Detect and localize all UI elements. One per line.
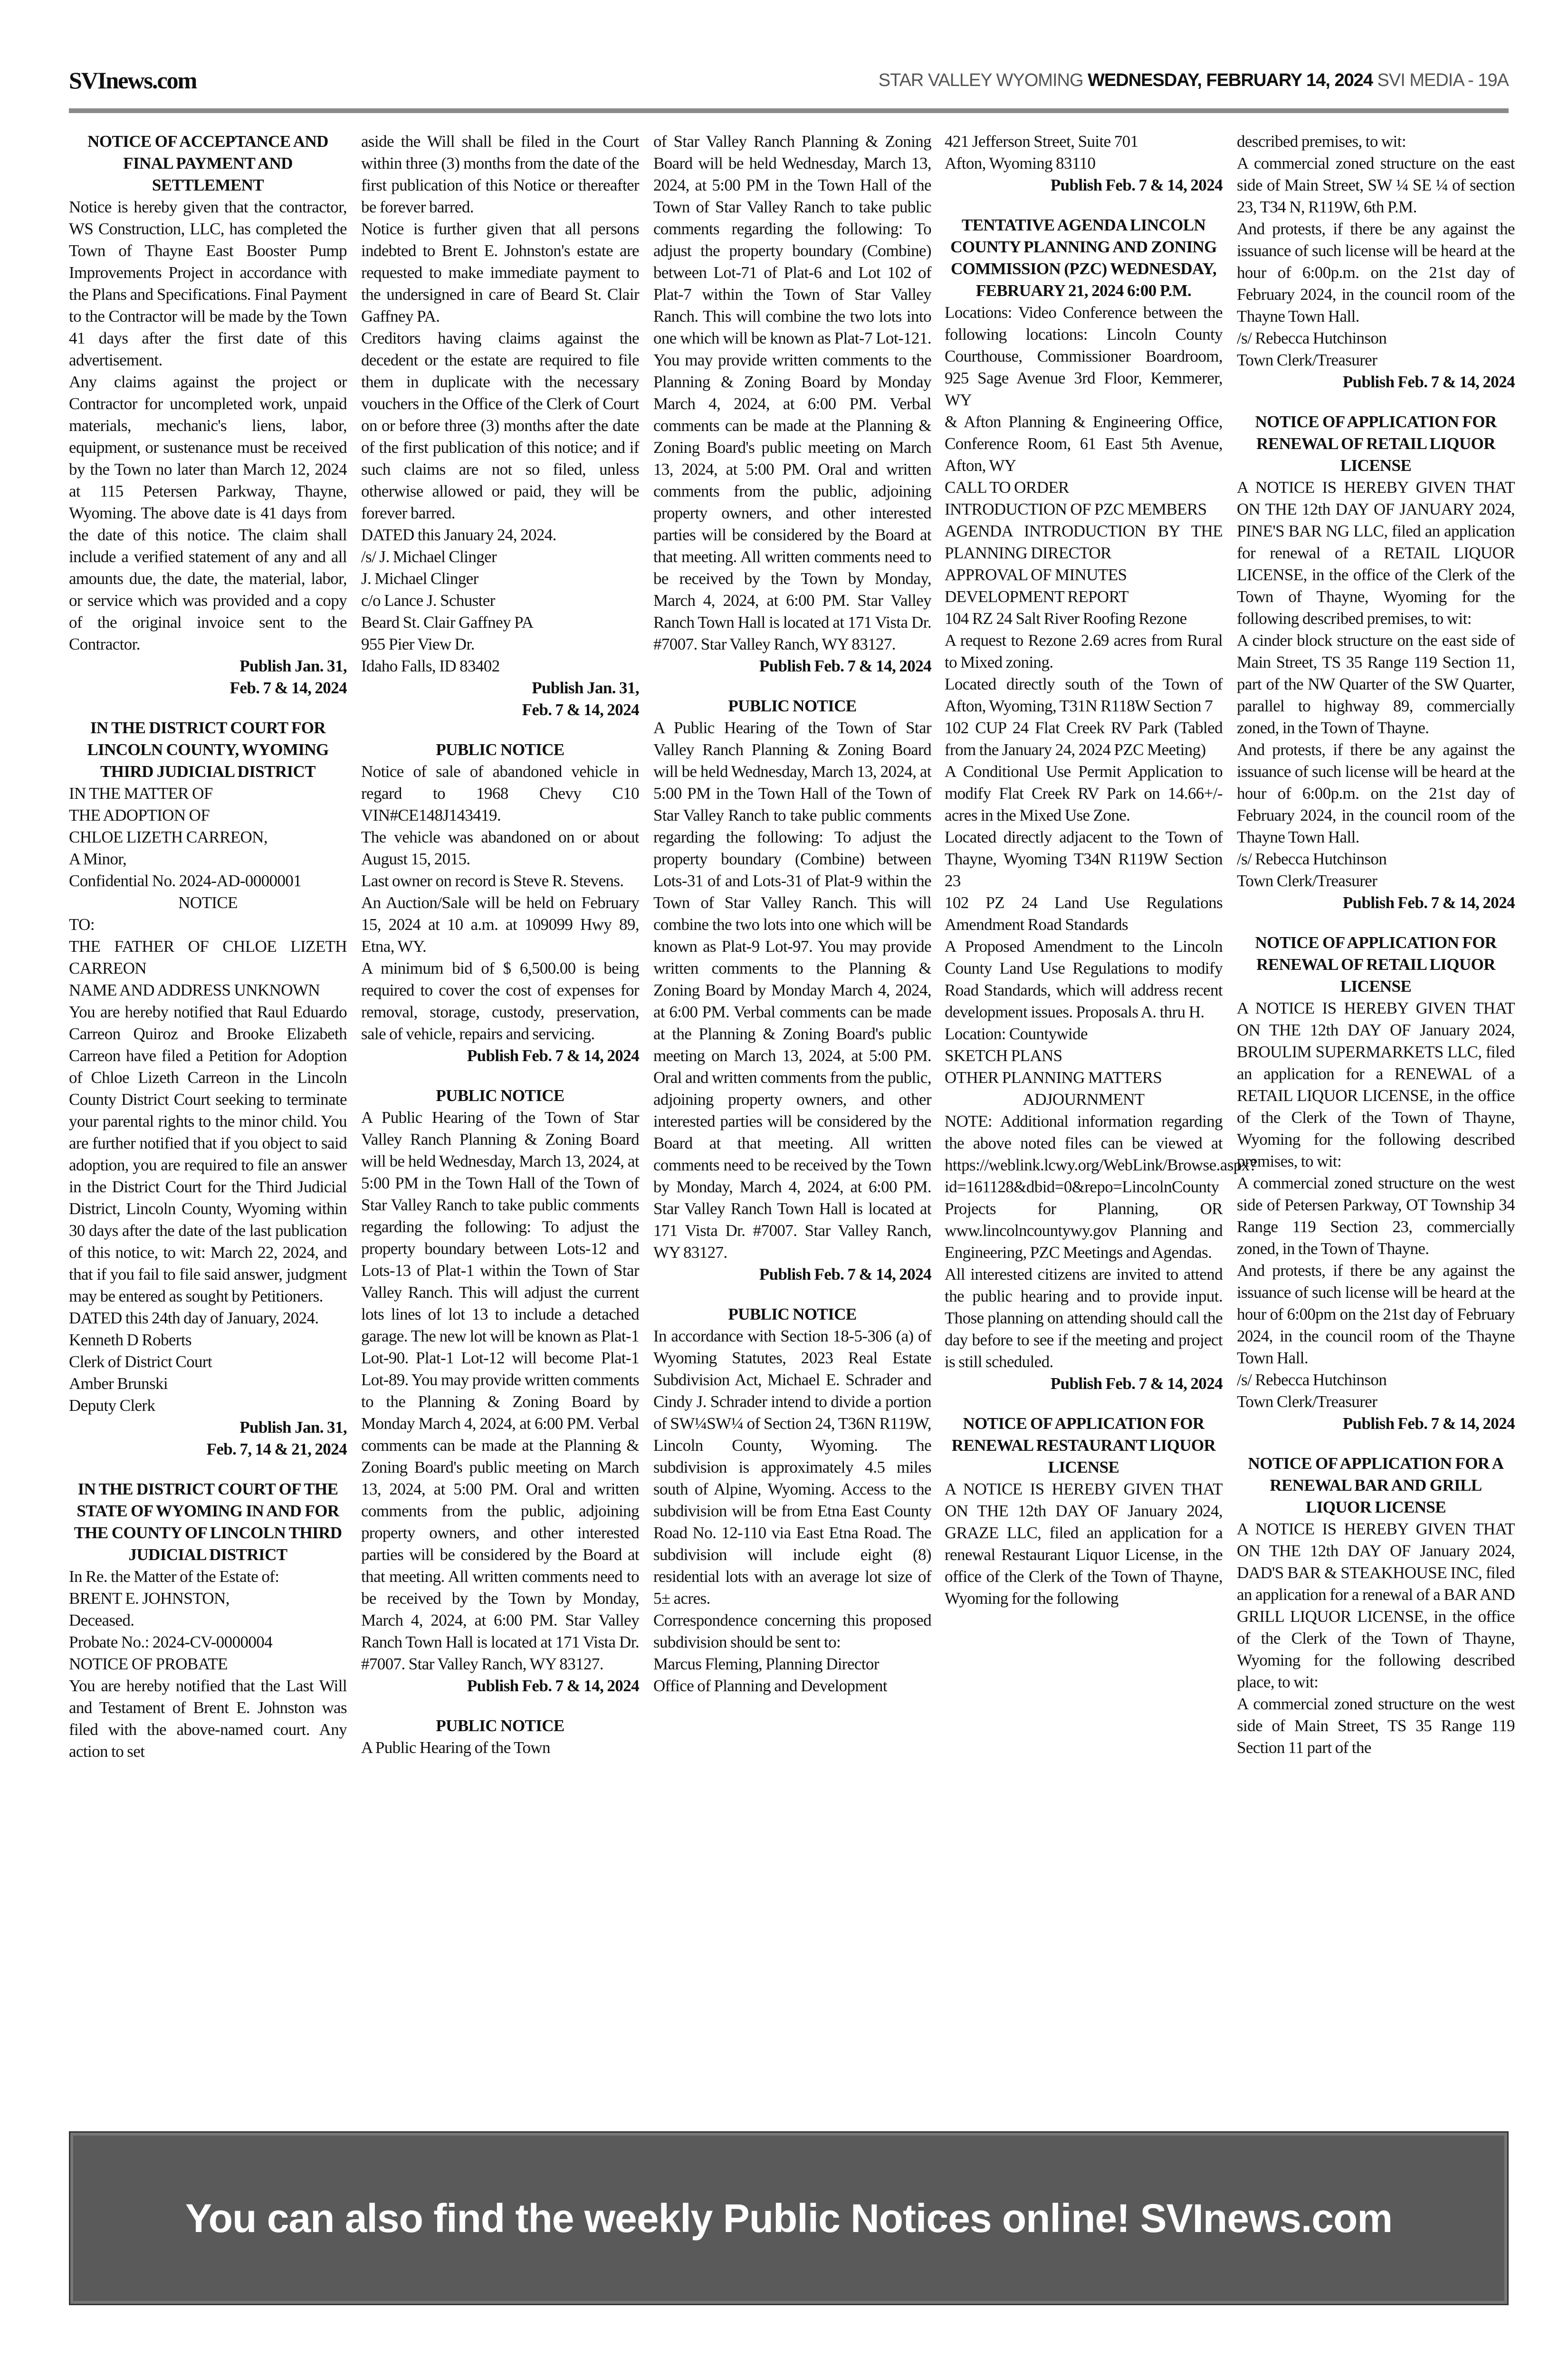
- notice-paragraph: In accordance with Section 18-5-306 (a) of Wyoming Statutes, 2023 Real Estate Subdivision Act, Michael E. Schrader and Cindy J. Schrader intend to divide a portion of SW¼SW¼ of Section 24, T36N R119W, Lincoln County, Wyoming. The subdivision is approximately 4.5 miles south of Alpine, Wyoming. Access to the subdivision will be from Etna East County Road No. 12-110 via East Etna Road. The subdivision will include eight (8) residential lots with an average lot size of 5± acres.: [653, 1327, 931, 1608]
- notice-paragraph: & Afton Planning & Engineering Office, Conference Room, 61 East 5th Avenue, Afton, WY: [945, 412, 1223, 475]
- publish-dates: Publish Feb. 7 & 14, 2024: [467, 1677, 639, 1695]
- notice-line: /s/ Rebecca Hutchinson: [1237, 1370, 1387, 1389]
- notice-paragraph: Located directly south of the Town of Afton, Wyoming, T31N R118W Section 7: [945, 675, 1223, 715]
- publish-dates: Publish Feb. 7 & 14, 2024: [759, 1265, 931, 1284]
- online-notices-banner: [69, 2131, 1509, 2305]
- publish-dates: Publish Jan. 31,: [532, 679, 639, 697]
- notice-paragraph: Locations: Video Conference between the following locations: Lincoln County Courthouse, Commissioner Boardroom, 925 Sage Avenue 3rd Floor, Kemmerer, WY: [945, 303, 1223, 409]
- publish-dates: Publish Feb. 7 & 14, 2024: [467, 1046, 639, 1065]
- notice-heading: NOTICE OF APPLICATION FOR RENEWAL OF RETAIL LIQUOR LICENSE: [1255, 933, 1497, 996]
- notice-line: OTHER PLANNING MATTERS: [945, 1068, 1162, 1087]
- notice-line: Deceased.: [69, 1611, 134, 1629]
- notice-paragraph: You are hereby notified that Raul Eduardo Carreon Quiroz and Brooke Elizabeth Carreon have filed a Petition for Adoption of Chloe Lizeth Carreon in the Lincoln County District Court seeking to terminate your parental rights to the minor child. You are further notified that if you object to said adoption, you are required to file an answer in the District Court for the Third Judicial District, Lincoln County, Wyoming within 30 days after the date of the last publication of this notice, to wit: March 22, 2024, and that if you fail to file said answer, judgment may be entered as sought by Petitioners.: [69, 1003, 347, 1305]
- notice-line: CALL TO ORDER: [945, 478, 1069, 497]
- dateline-paper: STAR VALLEY WYOMING: [878, 70, 1088, 90]
- notice-paragraph: Notice of sale of abandoned vehicle in regard to 1968 Chevy C10 VIN#CE148J143419.: [361, 762, 639, 824]
- notice-line: DEVELOPMENT REPORT: [945, 587, 1128, 606]
- notice-line: BRENT E. JOHNSTON,: [69, 1589, 229, 1608]
- notice-line: Deputy Clerk: [69, 1396, 155, 1415]
- notice-paragraph: A minimum bid of $ 6,500.00 is being required to cover the cost of expenses for removal, storage, custody, preservation, sale of vehicle, repairs and servicing.: [361, 959, 639, 1043]
- dateline-page: SVI MEDIA - 19A: [1373, 70, 1509, 90]
- notice-heading: NOTICE OF APPLICATION FOR RENEWAL OF RETAIL LIQUOR LICENSE: [1255, 412, 1497, 475]
- publish-dates: Publish Jan. 31,: [239, 657, 347, 675]
- notice-paragraph: A request to Rezone 2.69 acres from Rural to Mixed zoning.: [945, 631, 1223, 671]
- notice-heading: PUBLIC NOTICE: [436, 740, 564, 759]
- notice-paragraph: NAME AND ADDRESS UNKNOWN: [69, 981, 320, 999]
- notice-line: Beard St. Clair Gaffney PA: [361, 613, 534, 632]
- notice-paragraph: And protests, if there be any against the issuance of such license will be heard at the hour of 6:00p.m. on the 21st day of February 2024, in the council room of the Thayne Town Hall.: [1237, 740, 1515, 846]
- notice-line: /s/ Rebecca Hutchinson: [1237, 850, 1387, 868]
- notice-line: 955 Pier View Dr.: [361, 635, 475, 653]
- notice-paragraph: You are hereby notified that the Last Will and Testament of Brent E. Johnston was filed with the above-named court. Any action to set: [69, 1677, 347, 1761]
- publish-dates: Feb. 7 & 14, 2024: [522, 700, 639, 719]
- notice-heading: TENTATIVE AGENDA LINCOLN COUNTY PLANNING AND ZONING COMMISSION (PZC) WEDNESDAY, FEBRUARY 21, 2024 6:00 P.M.: [950, 216, 1217, 300]
- notice-line: TO:: [69, 915, 95, 934]
- notice-line: J. Michael Clinger: [361, 569, 478, 588]
- notice-line: Probate No.: 2024-CV-0000004: [69, 1633, 273, 1651]
- column-4: [945, 131, 1257, 1610]
- column-3: [653, 131, 931, 1697]
- publish-dates: Publish Feb. 7 & 14, 2024: [1342, 1414, 1515, 1433]
- notice-heading: NOTICE OF APPLICATION FOR A RENEWAL BAR AND GRILL LIQUOR LICENSE: [1248, 1454, 1504, 1516]
- notice-line: Town Clerk/Treasurer: [1237, 1392, 1377, 1411]
- header-rule: [69, 108, 1509, 113]
- notice-paragraph: DATED this 24th day of January, 2024.: [69, 1309, 319, 1327]
- notice-paragraph: A NOTICE IS HEREBY GIVEN THAT ON THE 12th DAY OF JANUARY 2024, PINE'S BAR NG LLC, filed an application for renewal of a RETAIL LIQUOR LICENSE, in the office of the Clerk of the Town of Thayne, Wyoming for the following described premises, to wit:: [1237, 478, 1515, 628]
- notice-line: APPROVAL OF MINUTES: [945, 565, 1127, 584]
- notice-paragraph: A cinder block structure on the east side of Main Street, TS 35 Range 119 Section 11, part of the NW Quarter of the SW Quarter, parallel to highway 89, commercially zoned, in the Town of Thayne.: [1237, 631, 1515, 737]
- page-header: [69, 67, 1509, 95]
- notice-paragraph: A commercial zoned structure on the west side of Main Street, TS 35 Range 119 Section 11 part of the: [1237, 1695, 1515, 1757]
- notice-heading: NOTICE OF ACCEPTANCE AND FINAL PAYMENT AND SETTLEMENT: [87, 132, 328, 194]
- notice-paragraph: A Proposed Amendment to the Lincoln County Land Use Regulations to modify Road Standards, which will address recent development issues. Proposals A. thru H.: [945, 937, 1223, 1021]
- notice-paragraph: Office of Planning and Development: [653, 1677, 888, 1695]
- notice-paragraph: A commercial zoned structure on the east side of Main Street, SW ¼ SE ¼ of section 23, T34 N, R119W, 6th P.M.: [1237, 154, 1515, 216]
- notice-paragraph: Located directly adjacent to the Town of Thayne, Wyoming T34N R119W Section 23: [945, 828, 1223, 890]
- publish-dates: Publish Jan. 31,: [239, 1418, 347, 1437]
- dateline-date: WEDNESDAY, FEBRUARY 14, 2024: [1088, 70, 1373, 90]
- notice-line: Town Clerk/Treasurer: [1237, 351, 1377, 369]
- banner-text: You can also find the weekly Public Notices online! SVInews.com: [185, 2195, 1393, 2241]
- notice-line: A Minor,: [69, 850, 127, 868]
- notice-paragraph: Notice is further given that all persons indebted to Brent E. Johnston's estate are requested to make immediate payment to the undersigned in care of Beard St. Clair Gaffney PA.: [361, 220, 639, 326]
- column-1: [69, 131, 347, 1763]
- notice-paragraph: described premises, to wit:: [1237, 132, 1406, 151]
- site-name: SVInews.com: [69, 67, 197, 94]
- notice-heading: PUBLIC NOTICE: [728, 697, 857, 715]
- notice-paragraph: aside the Will shall be filed in the Court within three (3) months from the date of the first publication of this Notice or thereafter be forever barred.: [361, 132, 639, 216]
- notice-line: Town Clerk/Treasurer: [1237, 872, 1377, 890]
- notice-paragraph: A Public Hearing of the Town: [361, 1738, 550, 1757]
- notice-paragraph: NOTE: Additional information regarding the above noted files can be viewed at https://weblink.lcwy.org/WebLink/Browse.aspx?id=161128&dbid=0&repo=LincolnCounty: [945, 1112, 1257, 1196]
- notice-line: Idaho Falls, ID 83402: [361, 657, 500, 675]
- notice-paragraph: THE FATHER OF CHLOE LIZETH CARREON: [69, 937, 347, 977]
- notice-heading: IN THE DISTRICT COURT OF THE STATE OF WYOMING IN AND FOR THE COUNTY OF LINCOLN THIRD JUDICIAL DISTRICT: [74, 1480, 342, 1564]
- notice-line: 421 Jefferson Street, Suite 701: [945, 132, 1138, 151]
- dateline: [879, 70, 1509, 91]
- notice-paragraph: And protests, if there be any against the issuance of such license will be heard at the hour of 6:00pm on the 21st day of February 2024, in the council room of the Thayne Town Hall.: [1237, 1261, 1515, 1367]
- notice-paragraph: Last owner on record is Steve R. Stevens.: [361, 872, 624, 890]
- publish-dates: Publish Feb. 7 & 14, 2024: [1342, 893, 1515, 912]
- notice-heading: PUBLIC NOTICE: [436, 1086, 564, 1105]
- publish-dates: Publish Feb. 7 & 14, 2024: [1342, 373, 1515, 391]
- notice-paragraph: 104 RZ 24 Salt River Roofing Rezone: [945, 609, 1187, 628]
- notice-paragraph: A Public Hearing of the Town of Star Valley Ranch Planning & Zoning Board will be held Wednesday, March 13, 2024, at 5:00 PM in the Town Hall of the Town of Star Valley Ranch to take public comments regarding the following: To adjust the property boundary (Combine) between Lots-31 of and Lots-31 of Plat-9 within the Town of Star Valley Ranch. This will combine the two lots into one which will be known as Plat-9 Lot-97. You may provide written comments to the Planning & Zoning Board by Monday March 4, 2024, at 6:00 PM. Verbal comments can be made at the Planning & Zoning Board's public meeting on March 13, 2024, at 5:00 PM. Oral and written comments from the public, adjoining property owners, and other interested parties will be considered by the Board at that meeting. All written comments need to be received by the Town by Monday, March 4, 2024, at 6:00 PM. Star Valley Ranch Town Hall is located at 171 Vista Dr. #7007. Star Valley Ranch, WY 83127.: [653, 719, 931, 1262]
- notice-paragraph: Any claims against the project or Contractor for uncompleted work, unpaid materials, mechanic's liens, labor, equipment, or sustenance must be received by the Town no later than March 12, 2024 at 115 Petersen Parkway, Thayne, Wyoming. The above date is 41 days from the date of this notice. The claim shall include a verified statement of any and all amounts due, the date, the material, labor, or service which was provided and a copy of the original invoice sent to the Contractor.: [69, 373, 347, 653]
- notice-line: Kenneth D Roberts: [69, 1331, 192, 1349]
- publish-dates: Publish Feb. 7 & 14, 2024: [1050, 1374, 1223, 1393]
- notice-line: /s/ J. Michael Clinger: [361, 547, 497, 566]
- notice-paragraph: A Conditional Use Permit Application to modify Flat Creek RV Park on 14.66+/-acres in the Mixed Use Zone.: [945, 762, 1223, 824]
- publish-dates: Feb. 7 & 14, 2024: [229, 679, 347, 697]
- notice-line: NOTICE OF PROBATE: [69, 1655, 228, 1673]
- notice-line-centered: ADJOURNMENT: [1023, 1090, 1145, 1109]
- notice-line: CHLOE LIZETH CARREON,: [69, 828, 268, 846]
- notice-paragraph: A commercial zoned structure on the west side of Petersen Parkway, OT Township 34 Range 119 Section 23, commercially zoned, in the Town of Thayne.: [1237, 1174, 1515, 1258]
- notice-paragraph: A NOTICE IS HEREBY GIVEN THAT ON THE 12th DAY OF January 2024, DAD'S BAR & STEAKHOUSE INC, filed an application for a renewal of a BAR AND GRILL LIQUOR LICENSE, in the office of the Clerk of the Town of Thayne, Wyoming for the following described place, to wit:: [1237, 1520, 1515, 1691]
- notice-paragraph: A NOTICE IS HEREBY GIVEN THAT ON THE 12th DAY OF January 2024, BROULIM SUPERMARKETS LLC, filed an application for a RENEWAL of a RETAIL LIQUOR LICENSE, in the office of the Clerk of the Town of Thayne, Wyoming for the following described premises, to wit:: [1237, 999, 1515, 1170]
- notice-line: SKETCH PLANS: [945, 1046, 1062, 1065]
- notice-line: Afton, Wyoming 83110: [945, 154, 1096, 172]
- column-5: [1237, 131, 1515, 1759]
- notice-paragraph: DATED this January 24, 2024.: [361, 526, 556, 544]
- notice-paragraph: An Auction/Sale will be held on February 15, 2024 at 10 a.m. at 109099 Hwy 89, Etna, WY.: [361, 893, 639, 956]
- notice-heading: PUBLIC NOTICE: [436, 1716, 564, 1735]
- notice-line: Clerk of District Court: [69, 1352, 212, 1371]
- notice-paragraph: 102 PZ 24 Land Use Regulations Amendment Road Standards: [945, 893, 1223, 934]
- notice-paragraph: 102 CUP 24 Flat Creek RV Park (Tabled from the January 24, 2024 PZC Meeting): [945, 719, 1223, 759]
- notice-paragraph: of Star Valley Ranch Planning & Zoning Board will be held Wednesday, March 13, 2024, at 5:00 PM in the Town Hall of the Town of Star Valley Ranch to take public comments regarding the following: To adjust the property boundary (Combine) between Lot-71 of Plat-6 and Lot 102 of Plat-7 within the Town of Star Valley Ranch. This will combine the two lots into one which will be known as Plat-7 Lot-121. You may provide written comments to the Planning & Zoning Board by Monday March 4, 2024, at 6:00 PM. Verbal comments can be made at the Planning & Zoning Board's public meeting on March 13, 2024, at 5:00 PM. Oral and written comments from the public, adjoining property owners, and other interested parties will be considered by the Board at that meeting. All written comments need to be received by the Town by Monday, March 4, 2024, at 6:00 PM. Star Valley Ranch Town Hall is located at 171 Vista Dr. #7007. Star Valley Ranch, WY 83127.: [653, 132, 931, 653]
- publish-dates: Publish Feb. 7 & 14, 2024: [1050, 176, 1223, 194]
- notice-line: /s/ Rebecca Hutchinson: [1237, 329, 1387, 347]
- notice-paragraph: INTRODUCTION OF PZC MEMBERS: [945, 500, 1207, 518]
- notice-line: IN THE MATTER OF: [69, 784, 213, 803]
- notice-paragraph: And protests, if there be any against the issuance of such license will be heard at the hour of 6:00p.m. on the 21st day of February 2024, in the council room of the Thayne Town Hall.: [1237, 220, 1515, 326]
- publish-dates: Feb. 7, 14 & 21, 2024: [206, 1440, 347, 1458]
- notice-paragraph: Projects for Planning, OR www.lincolncountywy.gov Planning and Engineering, PZC Meetings and Agendas.: [945, 1199, 1223, 1262]
- notice-line: Confidential No. 2024-AD-0000001: [69, 872, 302, 890]
- notice-line: In Re. the Matter of the Estate of:: [69, 1567, 279, 1586]
- notice-paragraph: AGENDA INTRODUCTION BY THE PLANNING DIRECTOR: [945, 522, 1223, 562]
- notice-heading: IN THE DISTRICT COURT FOR LINCOLN COUNTY, WYOMING THIRD JUDICIAL DISTRICT: [87, 719, 329, 781]
- column-2: [361, 131, 639, 1759]
- notice-paragraph: Creditors having claims against the decedent or the estate are required to file them in duplicate with the necessary vouchers in the Office of the Clerk of Court on or before three (3) months after the date of the first publication of this notice; and if such claims are not so filed, unless otherwise allowed or paid, they will be forever barred.: [361, 329, 639, 522]
- notice-line: Location: Countywide: [945, 1025, 1088, 1043]
- notice-heading: NOTICE OF APPLICATION FOR RENEWAL RESTAURANT LIQUOR LICENSE: [951, 1414, 1216, 1476]
- notice-line: Amber Brunski: [69, 1374, 168, 1393]
- notice-line: Marcus Fleming, Planning Director: [653, 1655, 879, 1673]
- notice-paragraph: All interested citizens are invited to attend the public hearing and to provide input. Those planning on attending should call the day before to see if the meeting and project is still scheduled.: [945, 1265, 1223, 1371]
- notice-paragraph: Correspondence concerning this proposed subdivision should be sent to:: [653, 1611, 931, 1651]
- notice-line-centered: NOTICE: [178, 893, 238, 912]
- notice-paragraph: Notice is hereby given that the contractor, WS Construction, LLC, has completed the Town of Thayne East Booster Pump Improvements Project in accordance with the Plans and Specifications. Final Payment to the Contractor will be made by the Town 41 days after the first date of this advertisement.: [69, 198, 347, 369]
- notice-paragraph: A NOTICE IS HEREBY GIVEN THAT ON THE 12th DAY OF January 2024, GRAZE LLC, filed an application for a renewal Restaurant Liquor License, in the office of the Clerk of the Town of Thayne, Wyoming for the following: [945, 1480, 1223, 1608]
- notice-paragraph: The vehicle was abandoned on or about August 15, 2015.: [361, 828, 639, 868]
- notice-paragraph: A Public Hearing of the Town of Star Valley Ranch Planning & Zoning Board will be held Wednesday, March 13, 2024, at 5:00 PM in the Town Hall of the Town of Star Valley Ranch to take public comments regarding the following: To adjust the property boundary between Lots-12 and Lots-13 of Plat-1 within the Town of Star Valley Ranch. This will adjust the current lots lines of lot 13 to include a detached garage. The new lot will be known as Plat-1 Lot-90. Plat-1 Lot-12 will become Plat-1 Lot-89. You may provide written comments to the Planning & Zoning Board by Monday March 4, 2024, at 6:00 PM. Verbal comments can be made at the Planning & Zoning Board's public meeting on March 13, 2024, at 5:00 PM. Oral and written comments from the public, adjoining property owners, and other interested parties will be considered by the Board at that meeting. All written comments need to be received by the Town by Monday, March 4, 2024, at 6:00 PM. Star Valley Ranch Town Hall is located at 171 Vista Dr. #7007. Star Valley Ranch, WY 83127.: [361, 1108, 639, 1673]
- notice-line: THE ADOPTION OF: [69, 806, 210, 824]
- notice-line: c/o Lance J. Schuster: [361, 591, 495, 610]
- publish-dates: Publish Feb. 7 & 14, 2024: [759, 657, 931, 675]
- notice-heading: PUBLIC NOTICE: [728, 1305, 857, 1323]
